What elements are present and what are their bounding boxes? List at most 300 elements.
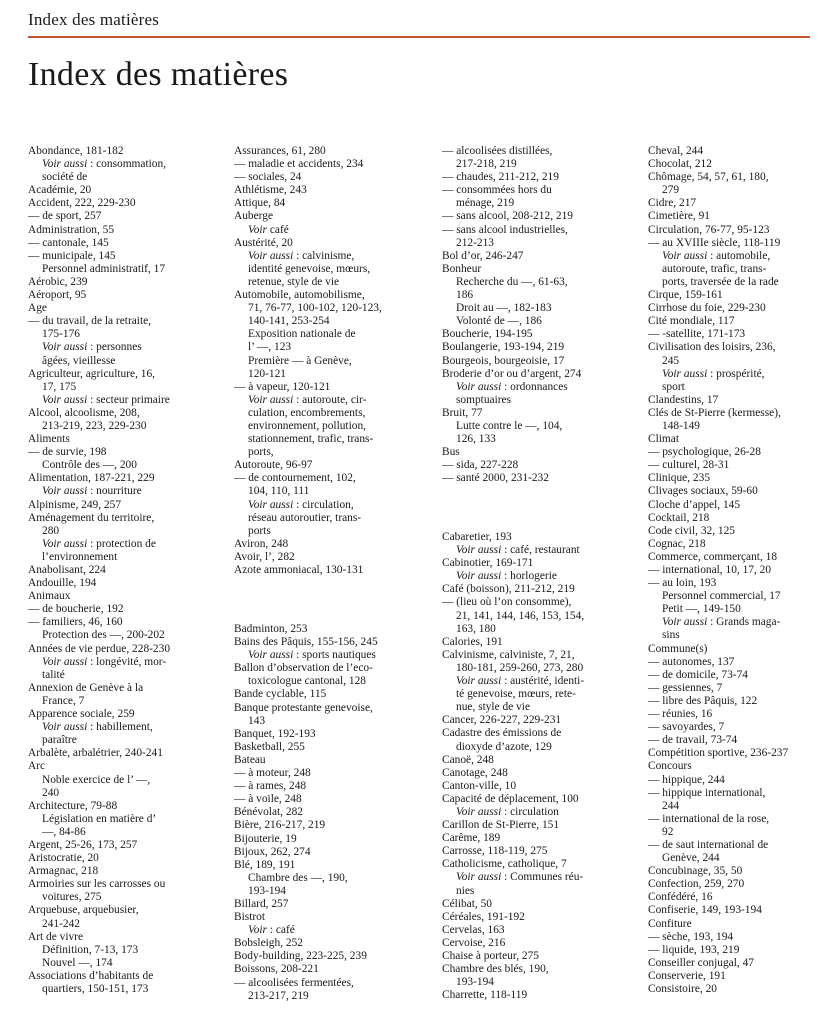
index-entry: — de domicile, 73-74 [648, 668, 748, 681]
index-entry: Boucherie, 194-195 [442, 328, 533, 341]
index-entry: Alimentation, 187-221, 229 [28, 472, 155, 485]
index-entry: Bijoux, 262, 274 [234, 845, 311, 858]
index-entry: l’ —, 123 [248, 341, 292, 354]
index-entry: Apparence sociale, 259 [28, 708, 135, 721]
index-entry: Commerce, commerçant, 18 [648, 550, 778, 563]
index-entry: Bière, 216-217, 219 [234, 819, 326, 832]
index-entry: Austérité, 20 [234, 236, 293, 249]
index-entry: Cervoise, 216 [442, 936, 506, 949]
index-entry: Chambre des blés, 190, [442, 963, 549, 976]
see-also-label: Voir aussi [42, 393, 88, 406]
see-also-target: café [267, 223, 289, 236]
see-also-target: : Grands maga- [707, 616, 781, 629]
see-also-label: Voir aussi [42, 537, 88, 550]
index-entry: Climat [648, 433, 680, 446]
index-entry: stationnement, trafic, trans- [248, 433, 374, 446]
index-entry: nies [456, 884, 475, 897]
index-entry: Aristocratie, 20 [28, 852, 99, 865]
index-entry: Calories, 191 [442, 635, 503, 648]
index-entry: Noble exercice de l’ —, [42, 773, 151, 786]
index-entry: Banquet, 192-193 [234, 727, 316, 740]
index-entry: Circulation, 76-77, 95-123 [648, 223, 770, 236]
index-entry: quartiers, 150-151, 173 [42, 983, 149, 995]
index-entry: 245 [662, 354, 680, 367]
index-entry: Andouille, 194 [28, 577, 97, 590]
index-entry: Code civil, 32, 125 [648, 524, 736, 537]
index-entry: Basketball, 255 [234, 740, 305, 753]
index-entry: 104, 110, 111 [248, 485, 310, 498]
see-also-target: : café [267, 924, 295, 937]
index-entry: Confédéré, 16 [648, 891, 713, 904]
index-entry: Arquebuse, arquebusier, [28, 904, 139, 917]
index-entry: Conserverie, 191 [648, 969, 726, 982]
index-entry: Bol d’or, 246-247 [442, 249, 524, 262]
see-also-label: Voir aussi [662, 367, 708, 380]
index-entry [442, 570, 632, 583]
index-entry: environnement, pollution, [248, 419, 366, 432]
index-entry: Argent, 25-26, 173, 257 [28, 838, 138, 851]
index-entry: — alcoolisées fermentées, [234, 976, 354, 989]
index-entry [648, 616, 831, 629]
index-entry: Attique, 84 [234, 197, 286, 210]
index-entry: Lutte contre le —, 104, [456, 419, 563, 432]
index-entry: Années de vie perdue, 228-230 [28, 642, 171, 655]
index-entry: Cidre, 217 [648, 197, 697, 210]
index-entry: toxicologue cantonal, 128 [248, 675, 366, 688]
index-entry: — municipale, 145 [28, 249, 116, 262]
index-entry: Nouvel —, 174 [42, 956, 113, 969]
index-entry: Aéroport, 95 [28, 289, 87, 302]
index-entry: Alcool, alcoolisme, 208, [28, 406, 140, 419]
index-entry: Bourgeois, bourgeoisie, 17 [442, 354, 565, 367]
index-entry: — à vapeur, 120-121 [234, 380, 331, 393]
index-entry: 140-141, 253-254 [248, 315, 330, 328]
index-entry: Broderie d’or ou d’argent, 274 [442, 367, 582, 380]
index-entry: Body-building, 223-225, 239 [234, 950, 367, 963]
see-also-target: : automobile, [707, 249, 771, 262]
index-entry [442, 871, 632, 884]
index-entry: — sans alcool, 208-212, 219 [442, 210, 573, 223]
index-entry: Armoiries sur les carrosses ou [28, 878, 166, 891]
index-entry: 280 [42, 524, 60, 537]
index-entry: Bus [442, 446, 460, 459]
index-entry: Alpinisme, 249, 257 [28, 498, 122, 511]
index-entry: 143 [248, 714, 266, 727]
index-entry: — autonomes, 137 [648, 655, 735, 668]
header-rule [28, 36, 810, 38]
index-entry: Aviron, 248 [234, 537, 289, 550]
index-entry: Azote ammoniacal, 130-131 [234, 564, 364, 576]
index-entry: Aliments [28, 433, 70, 446]
see-also-label: Voir aussi [456, 871, 502, 884]
index-entry [28, 341, 218, 354]
index-entry: — international de la rose, [648, 812, 770, 825]
index-entry [28, 721, 218, 734]
see-also-target: : protection de [87, 537, 156, 550]
index-entry: Ballon d’observation de l’eco- [234, 662, 373, 675]
index-entry: réseau autoroutier, trans- [248, 511, 362, 524]
index-entry: Confection, 259, 270 [648, 878, 745, 891]
index-entry: — hippique international, [648, 786, 766, 799]
index-entry [442, 806, 632, 819]
index-entry: — libre des Pâquis, 122 [648, 694, 758, 707]
index-entry: — alcoolisées distillées, [442, 145, 553, 157]
index-entry: Boulangerie, 193-194, 219 [442, 341, 565, 354]
index-entry: 71, 76-77, 100-102, 120-123, [248, 302, 382, 315]
index-entry: Accident, 222, 229-230 [28, 197, 136, 210]
see-also-target: : nourriture [87, 485, 142, 498]
index-entry: Arbalète, arbalétrier, 240-241 [28, 747, 163, 760]
index-entry: — au loin, 193 [648, 577, 717, 590]
index-column-2 [234, 145, 424, 577]
index-entry: l’environnement [42, 550, 118, 563]
see-also-label: Voir aussi [42, 341, 88, 354]
index-entry: Volonté de —, 186 [456, 315, 542, 328]
index-entry: Personnel commercial, 17 [662, 590, 781, 603]
index-entry: — hippique, 244 [648, 773, 725, 786]
index-entry [648, 368, 831, 381]
see-also-label: Voir aussi [42, 655, 88, 668]
index-entry: 217-218, 219 [456, 158, 517, 171]
index-entry: Boissons, 208-221 [234, 963, 319, 976]
index-entry: Cabaretier, 193 [442, 531, 512, 543]
index-entry [442, 544, 632, 557]
index-entry: Clinique, 235 [648, 472, 711, 485]
index-entry: Cervelas, 163 [442, 923, 505, 936]
index-entry: Abondance, 181-182 [28, 145, 124, 157]
index-entry [442, 675, 632, 688]
index-entry: Chaise à porteur, 275 [442, 950, 539, 962]
index-entry: Blé, 189, 191 [234, 858, 296, 871]
index-entry: Art de vivre [28, 930, 84, 943]
index-entry: Capacité de déplacement, 100 [442, 792, 579, 805]
index-entry: — sida, 227-228 [442, 459, 519, 472]
index-entry: Athlétisme, 243 [234, 184, 307, 197]
index-entry: Canton-ville, 10 [442, 779, 517, 792]
index-entry: 175-176 [42, 328, 80, 341]
index-entry: Bains des Pâquis, 155-156, 245 [234, 636, 378, 649]
index-entry: sins [662, 629, 680, 642]
index-entry [234, 649, 424, 662]
index-entry: 213-217, 219 [248, 989, 309, 1002]
index-entry: 17, 175 [42, 380, 77, 393]
index-entry: Confiture [648, 917, 692, 930]
index-entry: Législation en matière d’ [42, 812, 157, 825]
index-entry: Carême, 189 [442, 832, 501, 845]
index-entry: Canoë, 248 [442, 753, 494, 766]
index-entry: 212-213 [456, 236, 494, 249]
index-entry: — de survie, 198 [28, 446, 107, 459]
index-entry: Commune(s) [648, 642, 708, 655]
see-also-target: : ordonnances [501, 380, 568, 393]
index-entry: 148-149 [662, 419, 700, 432]
see-also-target: : austérité, identi- [501, 675, 585, 688]
index-entry [234, 224, 424, 237]
index-entry: Chocolat, 212 [648, 158, 712, 171]
see-also-label: Voir aussi [456, 805, 502, 818]
index-entry: Confiserie, 149, 193-194 [648, 904, 762, 917]
index-entry: Bande cyclable, 115 [234, 688, 327, 701]
index-entry: Anabolisant, 224 [28, 564, 106, 576]
index-entry: — de sport, 257 [28, 210, 102, 223]
index-entry: Cimetière, 91 [648, 210, 710, 223]
index-entry: — à voile, 248 [234, 793, 302, 806]
index-entry [234, 499, 424, 512]
see-also-label: Voir aussi [42, 721, 88, 734]
index-entry: Cabinotier, 169-171 [442, 557, 534, 570]
index-entry: Civilisation des loisirs, 236, [648, 341, 776, 354]
index-entry: talité [42, 668, 65, 681]
index-column-4 [648, 145, 831, 996]
index-entry [28, 158, 218, 171]
see-also-target: : habillement, [87, 721, 153, 734]
index-entry: Académie, 20 [28, 184, 92, 197]
index-entry: Cocktail, 218 [648, 511, 710, 524]
index-entry: Cloche d’appel, 145 [648, 498, 741, 511]
index-entry: 279 [662, 184, 680, 197]
index-entry: Clivages sociaux, 59-60 [648, 485, 758, 498]
index-entry: — psychologique, 26-28 [648, 446, 761, 459]
index-entry: 213-219, 223, 229-230 [42, 419, 147, 432]
page-title: Index des matières [28, 56, 289, 93]
index-column-3 [442, 145, 632, 485]
index-entry: — consommées hors du [442, 184, 552, 197]
index-entry: — du travail, de la retraite, [28, 315, 152, 328]
index-entry: 92 [662, 825, 674, 838]
index-entry: 186 [456, 289, 474, 302]
index-entry: 193-194 [456, 976, 494, 989]
index-entry: Banque protestante genevoise, [234, 701, 373, 714]
index-entry: Clés de St-Pierre (kermesse), [648, 406, 781, 419]
see-also-target: : horlogerie [501, 570, 557, 583]
index-entry [234, 394, 424, 407]
index-entry: Célibat, 50 [442, 897, 492, 910]
index-entry: Associations d’habitants de [28, 969, 154, 982]
index-entry: Première — à Genève, [248, 354, 352, 367]
index-entry: ménage, 219 [456, 197, 515, 210]
index-entry: — de saut international de [648, 838, 769, 851]
see-also-target: : circulation, [293, 498, 354, 511]
index-entry: paraître [42, 734, 77, 747]
index-entry: ports, [248, 446, 274, 459]
index-entry: Compétition sportive, 236-237 [648, 747, 789, 760]
see-also-label: Voir aussi [248, 393, 294, 406]
index-entry: — gessiennes, 7 [648, 681, 723, 694]
index-entry: société de [42, 171, 88, 184]
index-entry: Administration, 55 [28, 223, 115, 236]
index-entry: culation, encombrements, [248, 406, 366, 419]
see-also-label: Voir [248, 223, 267, 236]
index-entry: Cognac, 218 [648, 537, 706, 550]
index-entry: 180-181, 259-260, 273, 280 [456, 661, 584, 674]
index-entry: — à rames, 248 [234, 780, 307, 793]
see-also-target: : sports nautiques [293, 649, 376, 662]
index-entry: identité genevoise, mœurs, [248, 262, 371, 275]
index-entry: Aménagement du territoire, [28, 511, 155, 524]
index-entry: — cantonale, 145 [28, 236, 109, 249]
index-entry: Bobsleigh, 252 [234, 937, 303, 950]
index-entry: autoroute, trafic, trans- [662, 262, 767, 275]
see-also-target: : prospérité, [707, 367, 765, 380]
index-entry: Droit au —, 182-183 [456, 302, 552, 315]
index-entry: Carillon de St-Pierre, 151 [442, 819, 560, 832]
index-entry: 241-242 [42, 917, 80, 930]
index-entry: — de travail, 73-74 [648, 734, 738, 747]
index-entry [442, 381, 632, 394]
index-entry: — international, 10, 17, 20 [648, 564, 772, 576]
index-entry: âgées, vieillesse [42, 354, 116, 367]
index-entry: Personnel administratif, 17 [42, 262, 166, 275]
see-also-label: Voir aussi [248, 249, 294, 262]
see-also-label: Voir aussi [248, 649, 294, 662]
index-entry: Arc [28, 760, 46, 773]
index-column-2-lower [234, 623, 424, 1003]
see-also-target: : café, restaurant [501, 544, 580, 557]
index-entry: Armagnac, 218 [28, 865, 99, 878]
index-entry: Cité mondiale, 117 [648, 315, 735, 328]
index-entry: Cadastre des émissions de [442, 727, 562, 740]
index-entry: — réunies, 16 [648, 708, 713, 721]
index-entry: Agriculteur, agriculture, 16, [28, 367, 156, 380]
index-entry: Conseiller conjugal, 47 [648, 956, 754, 969]
index-entry: Cirque, 159-161 [648, 289, 723, 302]
index-entry: Concubinage, 35, 50 [648, 865, 743, 878]
index-entry: Café (boisson), 211-212, 219 [442, 583, 575, 596]
index-entry: — culturel, 28-31 [648, 459, 730, 472]
see-also-label: Voir aussi [456, 675, 502, 688]
index-entry: —, 84-86 [42, 825, 86, 838]
index-entry: — sans alcool industrielles, [442, 223, 568, 236]
index-entry: 163, 180 [456, 622, 496, 635]
index-entry [234, 924, 424, 937]
index-entry: Catholicisme, catholique, 7 [442, 858, 567, 871]
index-entry: Clandestins, 17 [648, 393, 719, 406]
index-entry: sport [662, 380, 685, 393]
index-entry: — savoyardes, 7 [648, 721, 725, 734]
index-entry: Consistoire, 20 [648, 983, 717, 995]
index-entry: 120-121 [248, 367, 286, 380]
index-entry: Cancer, 226-227, 229-231 [442, 714, 562, 727]
index-entry: Billard, 257 [234, 897, 289, 910]
index-column-1 [28, 145, 218, 996]
see-also-target: : personnes [87, 341, 142, 354]
index-entry: Exposition nationale de [248, 328, 356, 341]
index-entry: — maladie et accidents, 234 [234, 158, 364, 171]
index-entry: Bateau [234, 753, 266, 766]
index-entry [28, 394, 218, 407]
index-entry: Bruit, 77 [442, 406, 483, 419]
index-entry: ports, traversée de la rade [662, 275, 779, 288]
index-entry: 240 [42, 786, 60, 799]
index-entry: Aérobic, 239 [28, 275, 88, 288]
see-also-label: Voir aussi [248, 498, 294, 511]
index-entry: Recherche du —, 61-63, [456, 275, 568, 288]
see-also-label: Voir aussi [42, 485, 88, 498]
index-entry: — sociales, 24 [234, 171, 302, 184]
index-entry: voitures, 275 [42, 891, 102, 904]
index-entry [648, 250, 831, 263]
index-entry: 126, 133 [456, 433, 496, 446]
index-entry: té genevoise, mœurs, rete- [456, 688, 576, 701]
index-entry: Chômage, 54, 57, 61, 180, [648, 171, 769, 184]
index-entry: retenue, style de vie [248, 275, 340, 288]
index-entry: Age [28, 302, 47, 315]
see-also-target: : calvinisme, [293, 249, 355, 262]
index-entry: Cheval, 244 [648, 145, 704, 157]
index-entry: — santé 2000, 231-232 [442, 472, 549, 485]
see-also-label: Voir aussi [456, 570, 502, 583]
index-entry: Auberge [234, 210, 274, 223]
index-entry: Petit —, 149-150 [662, 603, 741, 616]
index-entry: Protection des —, 200-202 [42, 629, 165, 642]
see-also-target: : circulation [501, 805, 559, 818]
index-entry: Canotage, 248 [442, 766, 508, 779]
index-entry: — -satellite, 171-173 [648, 328, 746, 341]
see-also-target: : autoroute, cir- [293, 393, 367, 406]
index-entry: Bénévolat, 282 [234, 806, 303, 819]
index-entry [28, 485, 218, 498]
index-entry: Avoir, l’, 282 [234, 550, 295, 563]
index-entry: — de boucherie, 192 [28, 603, 124, 616]
see-also-target: : longévité, mor- [87, 655, 167, 668]
index-entry: Charrette, 118-119 [442, 989, 528, 1002]
index-entry: somptuaires [456, 393, 512, 406]
see-also-label: Voir aussi [42, 158, 88, 171]
see-also-target: : secteur primaire [87, 393, 170, 406]
index-entry: Bistrot [234, 911, 266, 924]
index-entry: nue, style de vie [456, 701, 531, 714]
index-entry: Bijouterie, 19 [234, 832, 297, 845]
index-entry: Céréales, 191-192 [442, 910, 525, 923]
index-entry: Chambre des —, 190, [248, 871, 348, 884]
index-entry: — de contournement, 102, [234, 472, 356, 485]
index-entry: — à moteur, 248 [234, 767, 311, 780]
index-entry: 244 [662, 799, 680, 812]
index-entry: Annexion de Genève à la [28, 681, 144, 694]
index-entry: Assurances, 61, 280 [234, 145, 326, 157]
index-entry: 21, 141, 144, 146, 153, 154, [456, 609, 585, 622]
index-entry: Définition, 7-13, 173 [42, 943, 139, 956]
index-column-3-lower [442, 531, 632, 1002]
running-head: Index des matières [28, 10, 160, 29]
index-entry: Carrosse, 118-119, 275 [442, 845, 548, 858]
index-entry: — chaudes, 211-212, 219 [442, 171, 559, 184]
index-entry: Animaux [28, 590, 71, 603]
index-entry: — au XVIIIe siècle, 118-119 [648, 236, 781, 249]
index-entry: — liquide, 193, 219 [648, 943, 740, 956]
index-entry: 193-194 [248, 884, 286, 897]
index-entry: France, 7 [42, 694, 85, 707]
see-also-target: : consommation, [87, 158, 167, 171]
index-entry [28, 656, 218, 669]
index-entry: Automobile, automobilisme, [234, 289, 365, 302]
index-entry: ports [248, 524, 271, 537]
see-also-label: Voir aussi [456, 380, 502, 393]
see-also-target: : Communes réu- [501, 871, 584, 884]
index-entry: Bonheur [442, 262, 482, 275]
index-entry: — (lieu où l’on consomme), [442, 596, 572, 609]
index-entry: Concours [648, 760, 692, 773]
index-entry: dioxyde d’azote, 129 [456, 740, 552, 753]
index-entry: — familiers, 46, 160 [28, 616, 123, 629]
see-also-label: Voir aussi [662, 249, 708, 262]
index-entry: — sèche, 193, 194 [648, 930, 734, 943]
index-entry: Calvinisme, calviniste, 7, 21, [442, 648, 575, 661]
see-also-label: Voir [248, 924, 267, 937]
index-entry: Autoroute, 96-97 [234, 459, 313, 472]
index-entry [28, 538, 218, 551]
see-also-label: Voir aussi [456, 544, 502, 557]
